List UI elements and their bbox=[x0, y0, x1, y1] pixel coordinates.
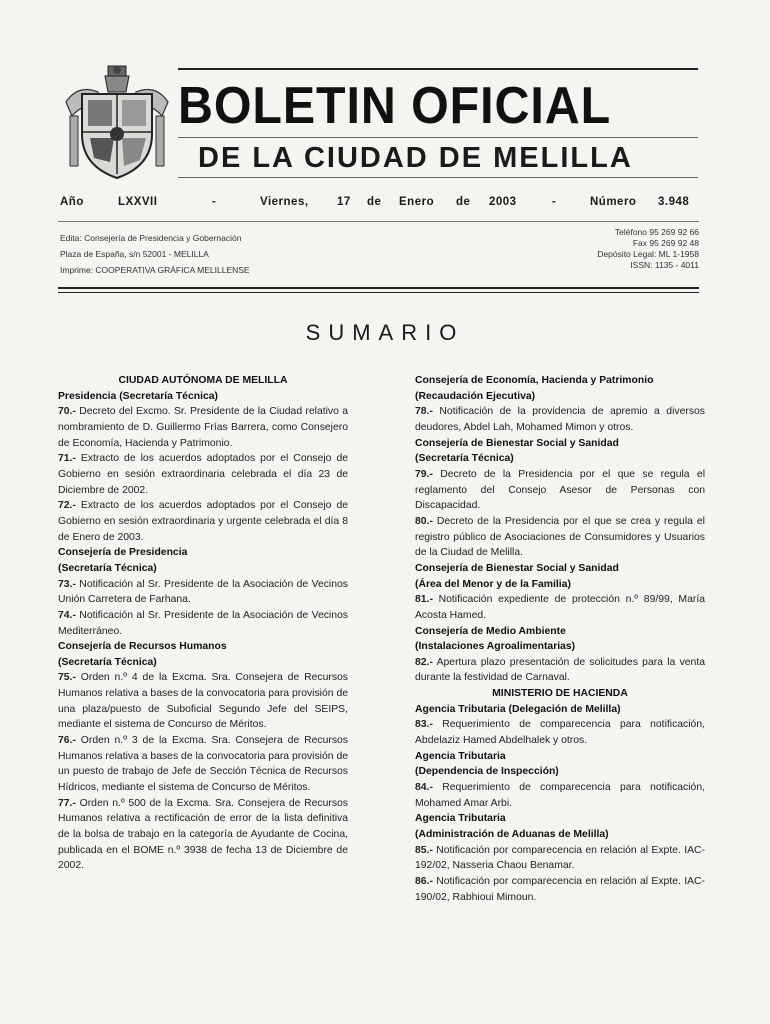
issn-line: ISSN: 1135 - 4011 bbox=[630, 260, 699, 270]
entry-text: Extracto de los acuerdos adoptados por el Consejo de Gobierno en sesión extraordinaria y urgente celebrada el día 8 de Enero de 2003. bbox=[58, 500, 348, 543]
ano-label: Año bbox=[60, 196, 84, 208]
ano-value: LXXVII bbox=[118, 196, 158, 208]
entry-text: Requerimiento de comparecencia para notificación, Abdelaziz Hamed Abdelhalek y otros. bbox=[415, 719, 705, 747]
contact-info bbox=[597, 227, 699, 271]
month: Enero bbox=[399, 196, 435, 208]
day: 17 bbox=[337, 196, 351, 208]
weekday: Viernes, bbox=[260, 196, 309, 208]
address-line: Plaza de España, s/n 52001 - MELILLA bbox=[60, 249, 209, 259]
entry-text: Notificación al Sr. Presidente de la Asociación de Vecinos Unión Carretera de Farhana. bbox=[58, 578, 348, 606]
entry-number: 74.- bbox=[58, 609, 76, 621]
entry-number: 71.- bbox=[58, 453, 76, 465]
entry-number: 86.- bbox=[415, 876, 433, 887]
summary-entry bbox=[415, 404, 705, 435]
summary-entry bbox=[58, 608, 348, 639]
entry-text: Decreto del Excmo. Sr. Presidente de la Ciudad relativo a nombramiento de D. Guillermo Frías Barrera, como Consejero de Economía, Hacienda y Patrimonio. bbox=[58, 406, 348, 449]
masthead-rule-1 bbox=[58, 287, 699, 289]
entry-number: 82.- bbox=[415, 656, 433, 668]
summary-entry bbox=[58, 451, 348, 498]
summary-entry bbox=[58, 796, 348, 874]
entry-number: 75.- bbox=[58, 672, 76, 684]
entry-text: Apertura plazo presentación de solicitudes para la venta durante la festividad de Carnaval. bbox=[415, 656, 705, 684]
dateline-rule bbox=[58, 221, 699, 222]
entry-text: Notificación expediente de protección n.º 89/99, María Acosta Hamed. bbox=[415, 594, 705, 621]
department-heading: (Instalaciones Agroalimentarias) bbox=[415, 641, 576, 653]
dateline-separator: - bbox=[212, 196, 217, 208]
journal-title: BOLETIN OFICIAL bbox=[178, 77, 612, 135]
header-mid-rule bbox=[178, 137, 698, 138]
entry-number: 84.- bbox=[415, 782, 433, 794]
entry-text: Notificación por comparecencia en relación al Expte. IAC-192/02, Nasseria Chaou Benamar. bbox=[415, 844, 705, 872]
numero-value: 3.948 bbox=[658, 196, 690, 208]
entry-number: 70.- bbox=[58, 406, 76, 418]
summary-entry bbox=[415, 843, 705, 874]
department-heading: (Área del Menor y de la Familia) bbox=[415, 578, 571, 590]
summary-entry bbox=[415, 717, 705, 748]
issue-dateline bbox=[60, 196, 700, 214]
section-heading: MINISTERIO DE HACIENDA bbox=[492, 688, 628, 700]
entry-text: Decreto de la Presidencia por el que se regula el reglamento del Consejo Asesor de Personas con Discapacidad. bbox=[415, 468, 705, 512]
entry-number: 79.- bbox=[415, 468, 433, 480]
entry-text: Extracto de los acuerdos adoptados por el Consejo de Gobierno en sesión extraordinaria celebrada el día 23 de Diciembre de 2002. bbox=[58, 453, 348, 496]
melilla-coat-of-arms-icon bbox=[58, 62, 176, 184]
entry-number: 72.- bbox=[58, 500, 76, 512]
imprime-line: Imprime: COOPERATIVA GRÁFICA MELILLENSE bbox=[60, 265, 250, 275]
department-heading: Agencia Tributaria bbox=[415, 813, 506, 825]
department-heading: (Dependencia de Inspección) bbox=[415, 766, 559, 778]
summary-entry bbox=[58, 733, 348, 796]
entry-number: 76.- bbox=[58, 735, 76, 747]
department-heading: Consejería de Recursos Humanos bbox=[58, 641, 227, 653]
dateline-separator: - bbox=[552, 196, 557, 208]
entry-text: Orden n.º 4 de la Excma. Sra. Consejera de Recursos Humanos relativa a bases de la convocatoria para provisión de una plaza/puesto de Suboficial Segundo Jefe del SEIPS, mediante el sistema de Concurso de Méritos. bbox=[58, 672, 348, 731]
department-heading: (Secretaría Técnica) bbox=[415, 453, 514, 465]
summary-entry bbox=[58, 498, 348, 545]
entry-text: Orden n.º 3 de la Excma. Sra. Consejera de Recursos Humanos relativa a bases de la convocatoria para provisión de un puesto de trabajo de Jefe de Sección Técnica de Recursos Hídricos, mediante el sistema de Concurso de Méritos. bbox=[58, 735, 348, 794]
year: 2003 bbox=[489, 196, 517, 208]
department-heading: Agencia Tributaria bbox=[415, 750, 506, 762]
edita-line: Edita: Consejería de Presidencia y Gobernación bbox=[60, 233, 242, 243]
summary-entry bbox=[415, 874, 705, 905]
journal-subtitle: DE LA CIUDAD DE MELILLA bbox=[198, 142, 633, 174]
date-de: de bbox=[367, 196, 382, 208]
entry-text: Notificación por comparecencia en relación al Expte. IAC-190/02, Rabhioui Mimoun. bbox=[415, 876, 705, 903]
publisher-info bbox=[60, 230, 250, 278]
summary-entry bbox=[415, 592, 705, 623]
header-top-rule bbox=[178, 68, 698, 70]
entry-text: Requerimiento de comparecencia para notificación, Mohamed Amar Arbi. bbox=[415, 782, 705, 809]
summary-left-column bbox=[58, 373, 348, 874]
entry-text: Orden n.º 500 de la Excma. Sra. Consejera de Recursos Humanos relativa a rectificación de error de la lista definitiva de la bolsa de trabajo en la categoría de Ayudante de Cocina, publicada en el BOME n.º 3938 de fecha 13 de Diciembre de 2002. bbox=[58, 797, 348, 872]
entry-number: 83.- bbox=[415, 719, 433, 731]
fax-line: Fax 95 269 92 48 bbox=[632, 238, 699, 248]
summary-entry bbox=[415, 467, 705, 514]
summary-right-column bbox=[415, 373, 705, 905]
summary-entry bbox=[58, 670, 348, 733]
entry-number: 78.- bbox=[415, 406, 433, 418]
department-heading: (Administración de Aduanas de Melilla) bbox=[415, 829, 609, 841]
entry-number: 80.- bbox=[415, 515, 433, 527]
summary-entry bbox=[58, 577, 348, 608]
entry-text: Notificación de la providencia de apremio a diversos deudores, Abdel Lah, Mohamed Mimon y otros. bbox=[415, 406, 705, 433]
masthead-rule-2 bbox=[58, 292, 699, 293]
department-heading: Presidencia (Secretaría Técnica) bbox=[58, 390, 218, 402]
summary-entry bbox=[415, 514, 705, 561]
department-heading: Consejería de Bienestar Social y Sanidad bbox=[415, 437, 619, 449]
department-heading: (Secretaría Técnica) bbox=[58, 656, 157, 668]
department-heading: Consejería de Presidencia bbox=[58, 547, 188, 559]
summary-entry bbox=[415, 655, 705, 686]
numero-label: Número bbox=[590, 196, 637, 208]
entry-number: 77.- bbox=[58, 797, 76, 809]
section-heading: CIUDAD AUTÓNOMA DE MELILLA bbox=[118, 375, 288, 386]
entry-text: Decreto de la Presidencia por el que se crea y regula el registro público de Asociaciones de Consumidores y Usuarios de la Ciudad de Melilla. bbox=[415, 515, 705, 559]
entry-number: 73.- bbox=[58, 578, 76, 590]
entry-number: 85.- bbox=[415, 844, 433, 856]
summary-entry bbox=[415, 780, 705, 811]
department-heading: Consejería de Medio Ambiente bbox=[415, 625, 566, 637]
telefono-line: Teléfono 95 269 92 66 bbox=[614, 227, 699, 237]
department-heading: (Secretaría Técnica) bbox=[58, 562, 157, 574]
entry-text: Notificación al Sr. Presidente de la Asociación de Vecinos Mediterráneo. bbox=[58, 609, 348, 637]
header-bottom-rule bbox=[178, 177, 698, 178]
date-de: de bbox=[456, 196, 471, 208]
department-heading: Agencia Tributaria (Delegación de Melilla) bbox=[415, 703, 621, 715]
entry-number: 81.- bbox=[415, 594, 433, 606]
department-heading: Consejería de Bienestar Social y Sanidad bbox=[415, 562, 619, 574]
sumario-heading: SUMARIO bbox=[305, 320, 465, 345]
deposito-line: Depósito Legal: ML 1-1958 bbox=[597, 249, 699, 259]
department-heading: Consejería de Economía, Hacienda y Patrimonio (Recaudación Ejecutiva) bbox=[415, 375, 654, 402]
summary-entry bbox=[58, 404, 348, 451]
